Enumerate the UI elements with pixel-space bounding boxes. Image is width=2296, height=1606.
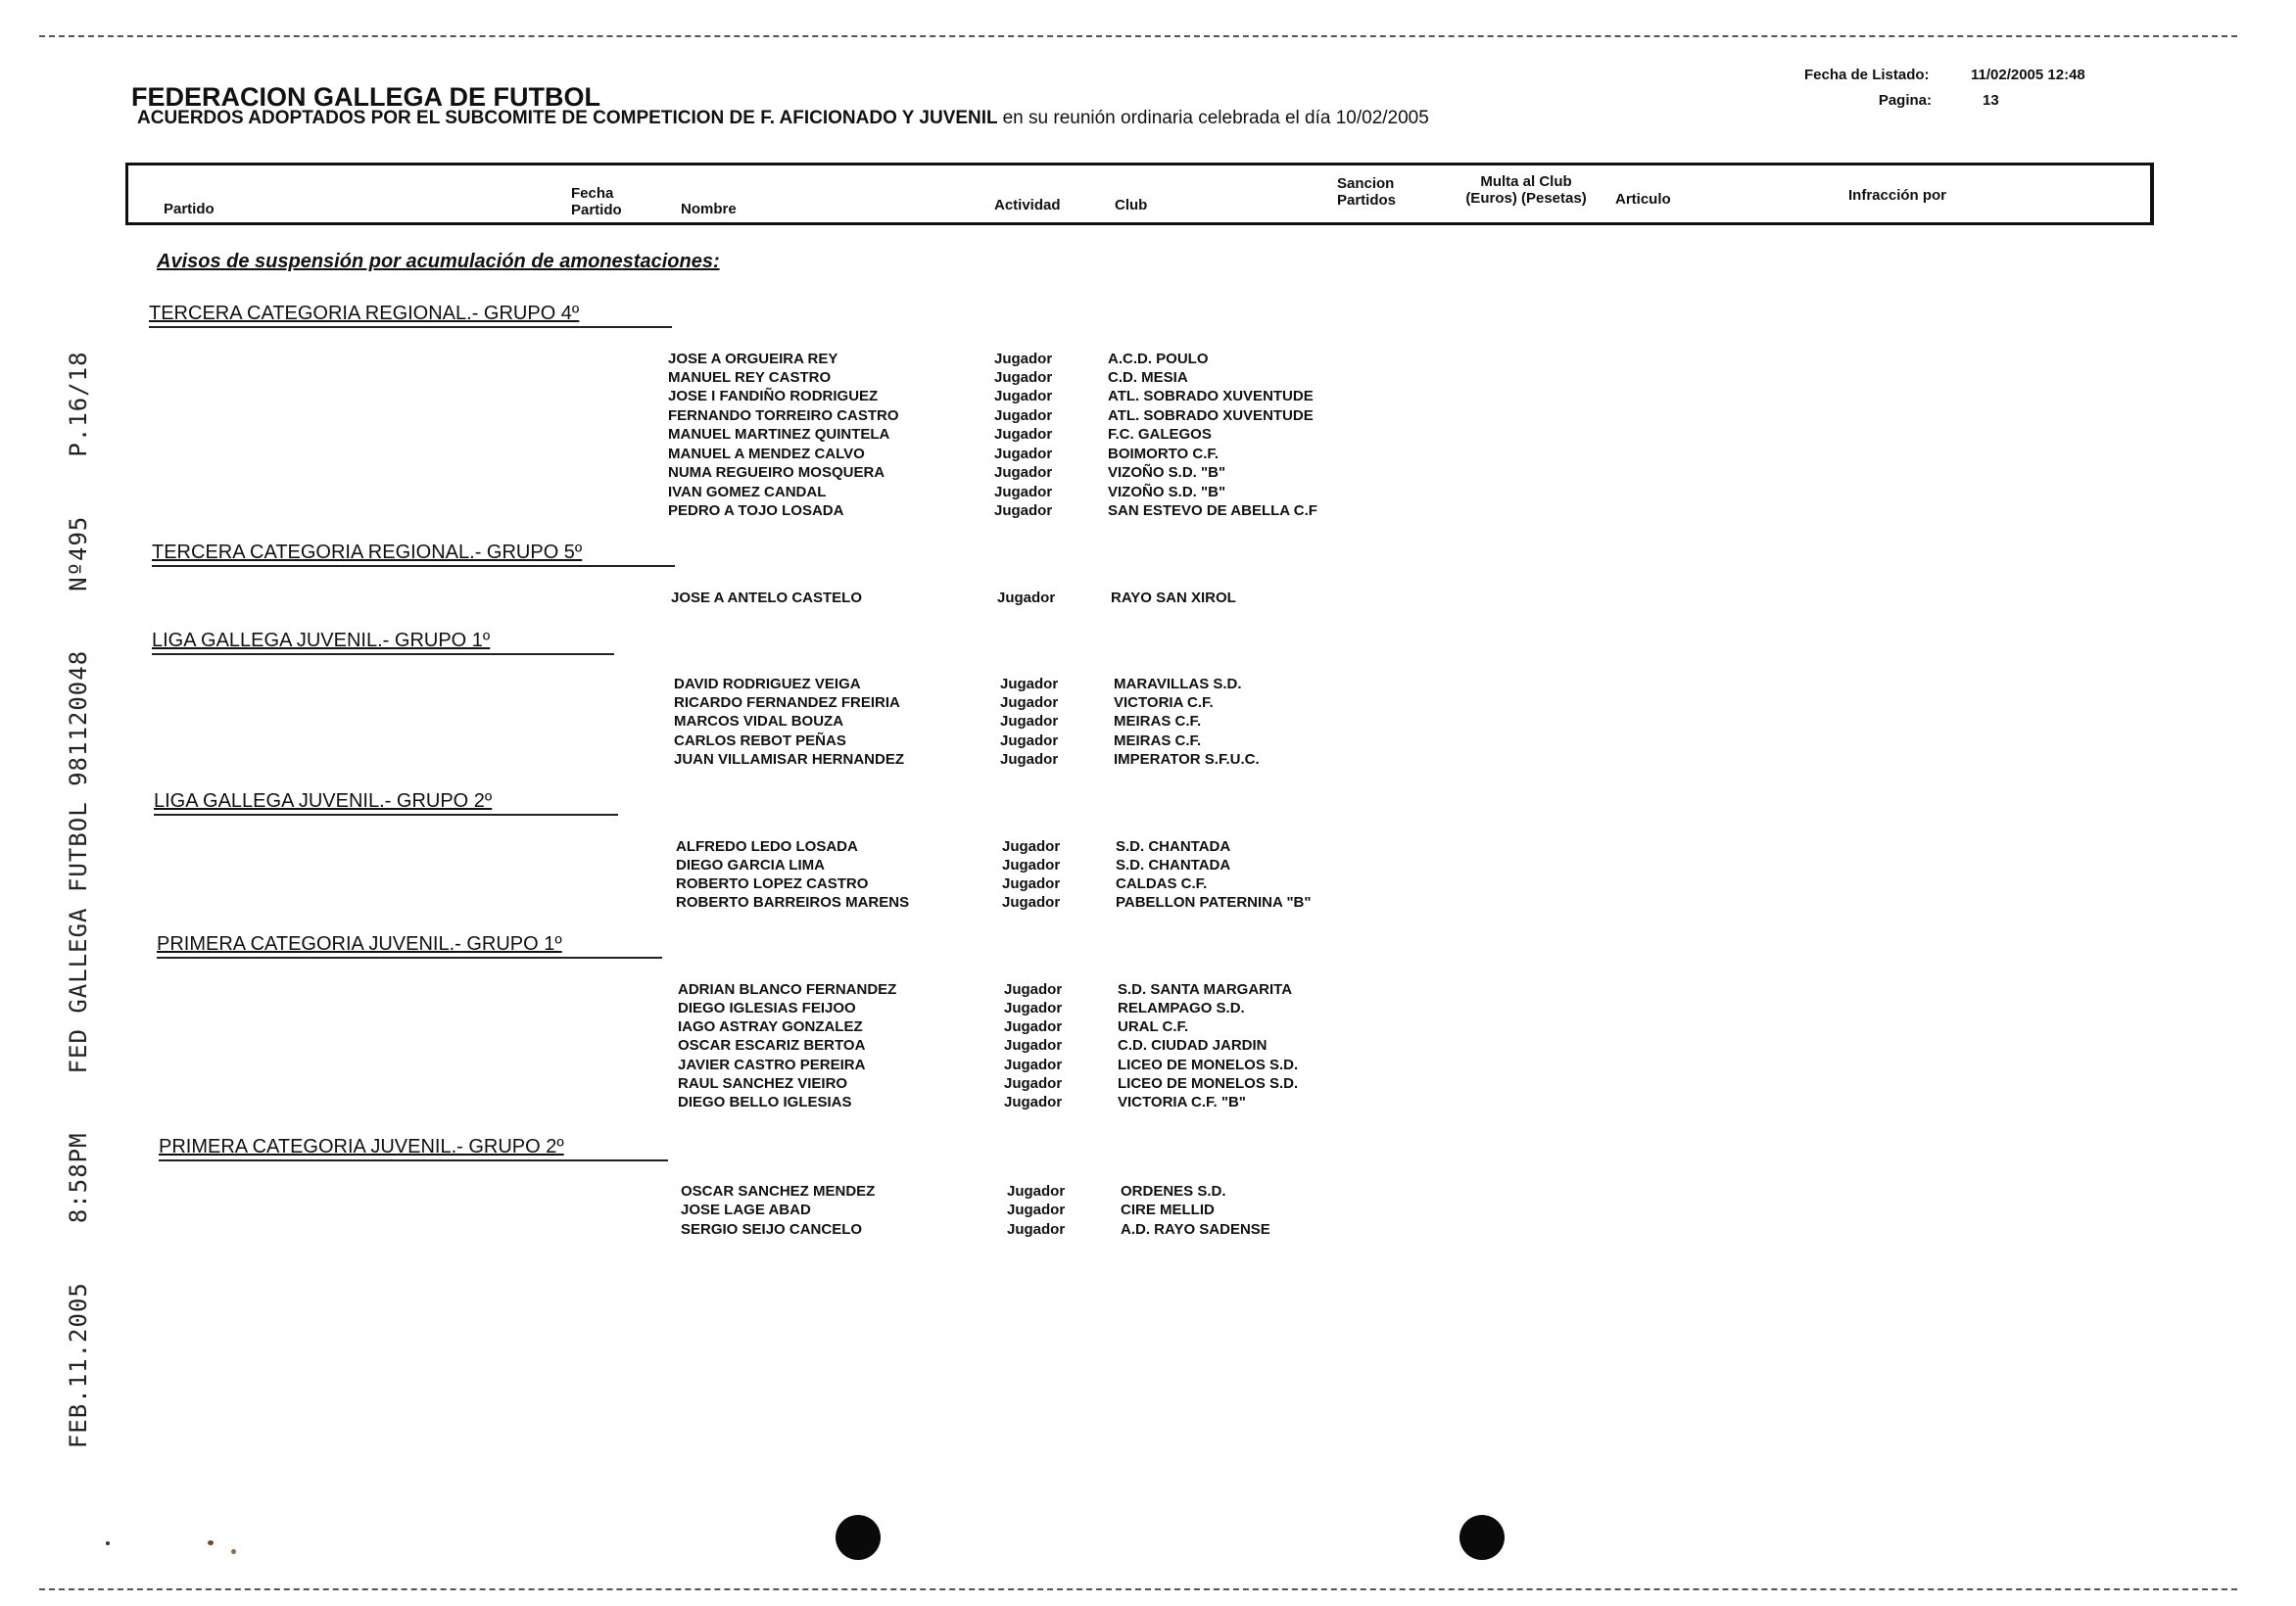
player-club: RELAMPAGO S.D.: [1118, 1000, 1245, 1016]
col-nombre: Nombre: [681, 201, 737, 217]
player-activity: Jugador: [1004, 981, 1063, 998]
group-title: [152, 542, 675, 567]
player-name: ADRIAN BLANCO FERNANDEZ: [678, 981, 897, 998]
player-club: S.D. CHANTADA: [1116, 838, 1231, 855]
player-name: OSCAR ESCARIZ BERTOA: [678, 1037, 866, 1054]
player-name: JOSE A ORGUEIRA REY: [668, 351, 838, 367]
player-club: RAYO SAN XIROL: [1111, 590, 1236, 606]
fax-transmission-header: [37, 108, 92, 1479]
player-name: MANUEL A MENDEZ CALVO: [668, 446, 865, 462]
player-club: LICEO DE MONELOS S.D.: [1118, 1075, 1299, 1092]
player-name: IAGO ASTRAY GONZALEZ: [678, 1018, 863, 1035]
subtitle-main: ACUERDOS ADOPTADOS POR EL SUBCOMITE DE COMPETICION DE F. AFICIONADO Y JUVENIL: [137, 108, 998, 128]
organization-title: FEDERACION GALLEGA DE FUTBOL: [131, 82, 600, 112]
player-activity: Jugador: [1004, 1075, 1063, 1092]
player-activity: Jugador: [994, 407, 1053, 424]
bottom-dashed-edge: [39, 1588, 2237, 1590]
player-activity: Jugador: [1000, 713, 1059, 730]
player-club: PABELLON PATERNINA "B": [1116, 894, 1312, 911]
col-pesetas: (Pesetas): [1520, 190, 1587, 207]
player-name: PEDRO A TOJO LOSADA: [668, 502, 844, 519]
player-club: S.D. SANTA MARGARITA: [1118, 981, 1293, 998]
player-club: ORDENES S.D.: [1121, 1183, 1226, 1200]
player-activity: Jugador: [994, 426, 1053, 443]
col-fecha-line2: Partido: [571, 202, 622, 218]
player-name: NUMA REGUEIRO MOSQUERA: [668, 464, 885, 481]
player-club: VICTORIA C.F. "B": [1118, 1094, 1246, 1110]
player-club: VICTORIA C.F.: [1114, 694, 1214, 711]
player-name: CARLOS REBOT PEÑAS: [674, 732, 846, 749]
player-activity: Jugador: [994, 369, 1053, 386]
player-name: JOSE I FANDIÑO RODRIGUEZ: [668, 388, 879, 404]
player-name: JOSE A ANTELO CASTELO: [671, 590, 863, 606]
player-club: C.D. MESIA: [1108, 369, 1188, 386]
group-title-text: TERCERA CATEGORIA REGIONAL.- GRUPO 5º: [152, 542, 583, 563]
player-club: A.C.D. POULO: [1108, 351, 1209, 367]
fax-number: Nº495: [65, 515, 92, 591]
column-header-box: [125, 163, 2154, 225]
group-title: [159, 1136, 668, 1161]
player-club: VIZOÑO S.D. "B": [1108, 464, 1226, 481]
player-name: ROBERTO BARREIROS MARENS: [676, 894, 910, 911]
player-activity: Jugador: [1000, 694, 1059, 711]
player-name: OSCAR SANCHEZ MENDEZ: [681, 1183, 876, 1200]
scan-speck: [231, 1549, 236, 1554]
fax-page: P.16/18: [65, 351, 92, 457]
subtitle-rest: en su reunión ordinaria celebrada el día 10/02/2005: [1002, 108, 1429, 128]
player-activity: Jugador: [1000, 751, 1059, 768]
player-club: S.D. CHANTADA: [1116, 857, 1231, 874]
player-activity: Jugador: [1002, 838, 1061, 855]
col-multa: [1453, 173, 1600, 207]
player-activity: Jugador: [1007, 1202, 1066, 1218]
player-name: JAVIER CASTRO PEREIRA: [678, 1057, 866, 1073]
scan-speck: [208, 1540, 214, 1545]
player-club: IMPERATOR S.F.U.C.: [1114, 751, 1260, 768]
player-activity: Jugador: [994, 484, 1053, 500]
fecha-value: 11/02/2005 12:48: [1971, 67, 2085, 83]
player-name: FERNANDO TORREIRO CASTRO: [668, 407, 899, 424]
punch-hole-left: [836, 1515, 881, 1560]
group-title: [152, 630, 614, 655]
listing-meta: [1804, 67, 2085, 118]
player-activity: Jugador: [1000, 732, 1059, 749]
player-activity: Jugador: [994, 388, 1053, 404]
player-name: ALFREDO LEDO LOSADA: [676, 838, 858, 855]
col-fecha: [571, 185, 622, 218]
player-name: DIEGO GARCIA LIMA: [676, 857, 825, 874]
fax-date: FEB.11.2005: [65, 1282, 92, 1449]
player-activity: Jugador: [1004, 1018, 1063, 1035]
col-fecha-line1: Fecha: [571, 185, 614, 202]
document-subtitle: [137, 108, 1429, 129]
player-activity: Jugador: [1000, 676, 1059, 692]
player-name: DIEGO IGLESIAS FEIJOO: [678, 1000, 856, 1016]
player-name: DAVID RODRIGUEZ VEIGA: [674, 676, 861, 692]
player-club: SAN ESTEVO DE ABELLA C.F: [1108, 502, 1317, 519]
player-club: LICEO DE MONELOS S.D.: [1118, 1057, 1299, 1073]
player-club: URAL C.F.: [1118, 1018, 1189, 1035]
player-club: MARAVILLAS S.D.: [1114, 676, 1242, 692]
fax-time: 8:58PM: [65, 1132, 92, 1224]
player-name: SERGIO SEIJO CANCELO: [681, 1221, 863, 1238]
player-name: RAUL SANCHEZ VIEIRO: [678, 1075, 848, 1092]
player-activity: Jugador: [1004, 1094, 1063, 1110]
player-club: C.D. CIUDAD JARDIN: [1118, 1037, 1268, 1054]
player-club: ATL. SOBRADO XUVENTUDE: [1108, 388, 1314, 404]
col-multa-title: Multa al Club: [1480, 173, 1572, 190]
col-club: Club: [1115, 197, 1148, 213]
scan-speck: [106, 1541, 110, 1545]
player-name: MANUEL MARTINEZ QUINTELA: [668, 426, 890, 443]
player-club: BOIMORTO C.F.: [1108, 446, 1220, 462]
section-notice: Avisos de suspensión por acumulación de amonestaciones:: [157, 251, 720, 272]
group-title-text: TERCERA CATEGORIA REGIONAL.- GRUPO 4º: [149, 303, 580, 324]
col-partido: Partido: [164, 201, 215, 217]
player-name: RICARDO FERNANDEZ FREIRIA: [674, 694, 900, 711]
player-activity: Jugador: [1004, 1057, 1063, 1073]
top-dashed-edge: [39, 35, 2237, 37]
player-activity: Jugador: [1007, 1183, 1066, 1200]
pagina-value: 13: [1983, 92, 1999, 109]
col-sancion: [1337, 175, 1396, 209]
group-title: [157, 933, 662, 959]
punch-hole-right: [1459, 1515, 1505, 1560]
group-title-text: LIGA GALLEGA JUVENIL.- GRUPO 2º: [154, 790, 493, 812]
player-club: CIRE MELLID: [1121, 1202, 1215, 1218]
player-club: F.C. GALEGOS: [1108, 426, 1212, 443]
col-infraccion: Infracción por: [1848, 187, 1947, 204]
player-activity: Jugador: [1004, 1037, 1063, 1054]
col-euros: (Euros): [1465, 190, 1517, 207]
player-name: JOSE LAGE ABAD: [681, 1202, 811, 1218]
group-title-text: PRIMERA CATEGORIA JUVENIL.- GRUPO 1º: [157, 933, 562, 955]
player-club: MEIRAS C.F.: [1114, 732, 1202, 749]
player-club: A.D. RAYO SADENSE: [1121, 1221, 1270, 1238]
col-actividad: Actividad: [994, 197, 1061, 213]
player-activity: Jugador: [1002, 875, 1061, 892]
fecha-label: Fecha de Listado:: [1804, 67, 1930, 83]
player-name: JUAN VILLAMISAR HERNANDEZ: [674, 751, 905, 768]
col-sancion-line2: Partidos: [1337, 192, 1397, 209]
player-name: ROBERTO LOPEZ CASTRO: [676, 875, 869, 892]
player-name: MANUEL REY CASTRO: [668, 369, 832, 386]
player-activity: Jugador: [1007, 1221, 1066, 1238]
group-title: [149, 303, 672, 328]
col-sancion-line1: Sancion: [1337, 175, 1395, 192]
player-activity: Jugador: [1004, 1000, 1063, 1016]
player-club: ATL. SOBRADO XUVENTUDE: [1108, 407, 1314, 424]
player-activity: Jugador: [1002, 894, 1061, 911]
player-activity: Jugador: [994, 502, 1053, 519]
player-club: CALDAS C.F.: [1116, 875, 1208, 892]
group-title-text: LIGA GALLEGA JUVENIL.- GRUPO 1º: [152, 630, 491, 651]
player-activity: Jugador: [997, 590, 1056, 606]
player-name: IVAN GOMEZ CANDAL: [668, 484, 827, 500]
group-title-text: PRIMERA CATEGORIA JUVENIL.- GRUPO 2º: [159, 1136, 564, 1157]
player-activity: Jugador: [1002, 857, 1061, 874]
player-activity: Jugador: [994, 446, 1053, 462]
fax-sender: FED GALLEGA FUTBOL 981120048: [65, 649, 92, 1074]
col-articulo: Articulo: [1615, 191, 1671, 208]
player-club: MEIRAS C.F.: [1114, 713, 1202, 730]
player-club: VIZOÑO S.D. "B": [1108, 484, 1226, 500]
group-title: [154, 790, 618, 816]
pagina-label: Pagina:: [1878, 92, 1932, 109]
player-name: DIEGO BELLO IGLESIAS: [678, 1094, 852, 1110]
col-multa-units: [1453, 190, 1600, 207]
player-name: MARCOS VIDAL BOUZA: [674, 713, 844, 730]
player-activity: Jugador: [994, 351, 1053, 367]
player-activity: Jugador: [994, 464, 1053, 481]
